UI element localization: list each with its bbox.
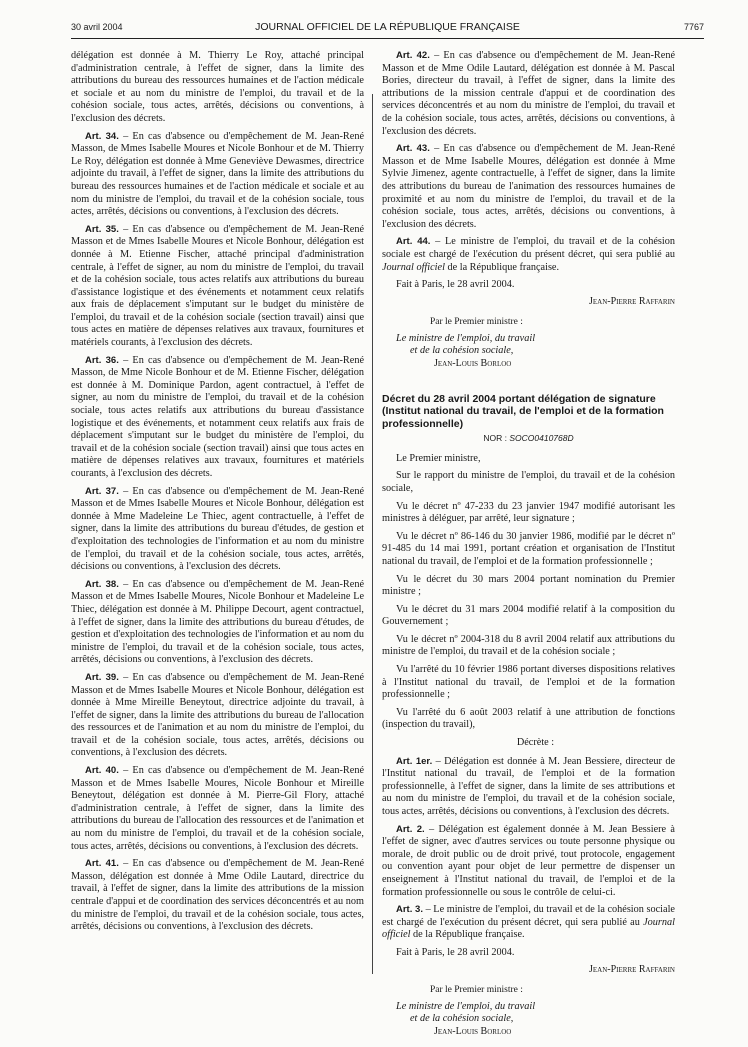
- article-label: Art. 43.: [396, 143, 430, 155]
- visa: Vu le décret nº 86-146 du 30 janvier 1986, modifié par le décret nº 91-485 du 14 mai 1991, portant création et organisation de l'Institut national du travail, de l'emploi et de la formation professionnelle ;: [382, 530, 675, 567]
- signature-prime-minister: Jean-Pierre Raffarin: [589, 963, 675, 975]
- article-text: – En cas d'absence ou d'empêchement de M. Jean-René Masson et de Mmes Isabelle Moures, Nicole Bonhour et Mireille Beneytout, délégation est donnée à M. Pierre-Gil Flory, attaché d'administration centrale, à l'effet de signer, dans la limite des attributions du bureau de l'allocation des ressources et de l'animation et au nom du ministre de l'emploi, du travail et de la cohésion sociale, tous actes, arrêtés, décisions ou conventions, à l'exclusion des décrets.: [71, 765, 364, 852]
- journal-officiel-ref: Journal officiel: [382, 916, 675, 941]
- article-35: [71, 224, 364, 350]
- article-label: Art. 37.: [85, 485, 119, 497]
- signature-by-line: Par le Premier ministre :: [430, 317, 523, 328]
- article-label: Art. 40.: [85, 765, 119, 777]
- article-text: – En cas d'absence ou d'empêchement de M. Jean-René Masson et de Mme Isabelle Moures, délégation est donnée à Mme Sylvie Jimenez, agente contractuelle, à l'effet de signer, dans la limite des attributions du bureau de l'animation des ressources humaines de proximité et au nom du ministre de l'emploi, du travail et de la cohésion sociale, tous actes, arrêtés, décisions ou conventions, à l'exclusion des décrets.: [382, 143, 675, 230]
- article-label: Art. 39.: [85, 671, 119, 683]
- visa: Vu le décret nº 47-233 du 23 janvier 1947 modifié autorisant les ministres à déléguer, par arrêté, leur signature ;: [382, 500, 675, 525]
- article-39: [71, 672, 364, 760]
- article-2: [382, 824, 675, 900]
- article-label: Art. 2.: [396, 823, 425, 835]
- column-divider: [372, 94, 373, 974]
- article-label: Art. 42.: [396, 50, 430, 61]
- article-label: Art. 38.: [85, 578, 119, 590]
- minister-name: Jean-Louis Borloo: [434, 358, 512, 370]
- article-label: Art. 3.: [396, 904, 423, 916]
- article-label: Art. 35.: [85, 223, 119, 235]
- article-label: Art. 41.: [85, 858, 119, 870]
- journal-officiel-ref: Journal officiel: [382, 261, 445, 273]
- article-text-end: de la République française.: [410, 929, 525, 941]
- article-44: [382, 236, 675, 274]
- minister-name: Jean-Louis Borloo: [434, 1025, 512, 1037]
- minister-title-cont: et de la cohésion sociale,: [410, 1013, 514, 1025]
- article-text: – En cas d'absence ou d'empêchement de M. Jean-René Masson et de Mmes Isabelle Moures, Nicole Bonhour et Madeleine Le Thiec, délégation est donnée à M. Philippe Decourt, agent contractuel, à l'effet de signer, dans la limite des attributions du bureau d'études, de gestion et d'exploitation des technologies de l'information et au nom du ministre de l'emploi, du travail et de la cohésion sociale, tous actes, arrêtés, décisions ou conventions, à l'exclusion des décrets.: [71, 578, 364, 666]
- article-text: – En cas d'absence ou d'empêchement de M. Jean-René Masson, de Mme Nicole Bonhour et de M. Etienne Fischer, délégation est donnée à M. Dominique Pardon, agent contractuel, à l'effet de signer, au nom du ministre de l'emploi, du travail et de la cohésion sociale, tous actes relatifs aux attributions du bureau d'assistance logistique et des événements, et notamment ceux relatifs aux frais de déplacement s'imputant sur le budget du ministère de l'emploi, du travail et de la cohésion sociale (section travail) ainsi que tous actes en matière de dépenses relatives aux travaux, fournitures et matériels courants, à l'exclusion des décrets.: [71, 354, 364, 479]
- continued-paragraph: délégation est donnée à M. Thierry Le Roy, attaché principal d'administration centrale, à l'effet de signer, dans la limite des attributions du bureau des ressources humaines et de l'action médicale et sociale et au nom du ministre de l'emploi, du travail et de la cohésion sociale, tous actes, arrêtés, décisions ou conventions, à l'exclusion des décrets.: [71, 50, 364, 124]
- signature-prime-minister: Jean-Pierre Raffarin: [589, 295, 675, 307]
- article-text: – En cas d'absence ou d'empêchement de M. Jean-René Masson, délégation est donnée à Mme Odile Lautard, directrice du travail, à l'effet de signer, dans la limite des attributions de la mission centrale d'appui et de coordination des services déconcentrés et au nom du ministre de l'emploi, du travail et de la cohésion sociale, tous actes, arrêtés, décisions ou conventions, à l'exclusion des décrets.: [71, 858, 364, 933]
- minister-title: Le ministre de l'emploi, du travail: [396, 1000, 536, 1012]
- visa: Vu l'arrêté du 10 février 1986 portant diverses dispositions relatives à l'Institut national du travail, de l'emploi et de la formation professionnelle ;: [382, 664, 675, 701]
- article-text: – Le ministre de l'emploi, du travail et de la cohésion sociale est chargé de l'exécution du présent décret, qui sera publié au: [382, 904, 675, 928]
- article-1: [382, 756, 675, 819]
- prime-minister-line: Le Premier ministre,: [396, 452, 481, 464]
- journal-title: JOURNAL OFFICIEL DE LA RÉPUBLIQUE FRANÇAISE: [255, 21, 520, 33]
- article-3: [382, 904, 675, 942]
- left-column: [71, 50, 364, 939]
- article-text: – Délégation est donnée à M. Jean Bessiere, directeur de l'Institut national du travail, de l'emploi et de la formation professionnelle, à l'effet de signer, dans la limite de ses attributions et au nom du ministre de l'emploi, du travail et de la cohésion sociale, tous actes, arrêtés, décisions ou conventions, à l'exclusion des décrets.: [382, 755, 675, 817]
- article-label: Art. 44.: [396, 236, 431, 248]
- page-number: 7767: [683, 22, 704, 32]
- article-text: – En cas d'absence ou d'empêchement de M. Jean-René Masson et de Mme Odile Lautard, délégation est donnée à M. Pascal Bories, directeur du travail, à l'effet de signer, dans la limite des attributions de la mission centrale d'appui et de coordination des services déconcentrés et au nom du ministre de l'emploi, du travail et de la cohésion sociale, tous actes, arrêtés, décisions ou conventions, à l'exclusion des décrets.: [382, 50, 675, 137]
- article-43: [382, 143, 675, 231]
- visa: Sur le rapport du ministre de l'emploi, du travail et de la cohésion sociale,: [382, 470, 675, 494]
- article-text: – En cas d'absence ou d'empêchement de M. Jean-René Masson, de Mmes Isabelle Moures et Nicole Bonhour et de M. Thierry Le Roy, délégation est donnée à Mme Geneviève Dewasmes, directrice adjointe du travail, à l'effet de signer, dans la limite des attributions du bureau des ressources humaines et de l'action médicale et sociale et au nom du ministre de l'emploi, du travail et de la cohésion sociale, tous actes, arrêtés, décisions ou conventions, à l'exclusion des décrets.: [71, 130, 364, 218]
- article-label: Art. 34.: [85, 130, 119, 142]
- nor-reference: [382, 432, 675, 445]
- article-37: [71, 486, 364, 574]
- article-34: [71, 131, 364, 219]
- article-40: [71, 765, 364, 853]
- article-36: [71, 355, 364, 481]
- decree-title: Décret du 28 avril 2004 portant délégation de signature (Institut national du travail, de l'emploi et de la formation professionnelle): [382, 392, 664, 430]
- article-text: – En cas d'absence ou d'empêchement de M. Jean-René Masson et de Mmes Isabelle Moures et Nicole Bonhour, délégation est donnée à Mme Madeleine Le Thiec, agent contractuelle, à l'effet de signer, dans la limite des attributions du bureau d'études, de gestion et d'exploitation des technologies de l'information et au nom du ministre de l'emploi, du travail et de la cohésion sociale, tous actes, arrêtés, décisions ou conventions, à l'exclusion des décrets.: [71, 485, 364, 573]
- minister-title: Le ministre de l'emploi, du travail: [396, 332, 536, 344]
- article-text: – Délégation est également donnée à M. Jean Bessiere à l'effet de signer, avec d'autres services ou toute personne physique ou morale, de droit public ou de droit privé, tout protocole, engagement ou convention ayant pour objet de leur permettre de dispenser un enseignement à l'Institut national du travail, de l'emploi et de la formation professionnelle ou sous le contrôle de celui-ci.: [382, 823, 675, 898]
- article-label: Art. 1er.: [396, 755, 433, 767]
- article-41: [71, 858, 364, 934]
- article-label: Art. 36.: [85, 354, 119, 366]
- signature-by-line: Par le Premier ministre :: [430, 985, 523, 996]
- page-header: [71, 18, 704, 39]
- article-text: – En cas d'absence ou d'empêchement de M. Jean-René Masson et de Mmes Isabelle Moures et Nicole Bonhour, délégation est donnée à M. Etienne Fischer, attaché principal d'administration centrale, à l'effet de signer, au nom du ministre de l'emploi, du travail et de la cohésion sociale, tous actes relatifs aux attributions du bureau d'assistance logistique et des événements et notamment ceux relatifs aux frais de déplacement s'imputant sur le budget du ministère de l'emploi, du travail et de la cohésion sociale (section travail) ainsi que tous actes en matière de dépenses relatives aux travaux, fournitures et matériels courants, à l'exclusion des décrets.: [71, 223, 364, 349]
- article-42: [382, 50, 675, 138]
- header-date: 30 avril 2004: [71, 22, 123, 32]
- article-text: – En cas d'absence ou d'empêchement de M. Jean-René Masson et de Mmes Isabelle Moures et Nicole Bonhour, délégation est donnée à Mme Mireille Beneytout, directrice adjointe du travail, à l'effet de signer, dans la limite des attributions du bureau de l'allocation des ressources et de l'animation et au nom du ministre de l'emploi, du travail et de la cohésion sociale, tous actes, arrêtés, décisions ou conventions, à l'exclusion des décrets.: [71, 671, 364, 759]
- article-text-end: de la République française.: [444, 261, 560, 273]
- nor-code: SOCO0410768D: [509, 433, 574, 444]
- minister-title-cont: et de la cohésion sociale,: [410, 345, 514, 357]
- article-text: – Le ministre de l'emploi, du travail et de la cohésion sociale est chargé de l'exécution du présent décret, qui sera publié au: [382, 236, 675, 260]
- decrete-heading: Décrète :: [516, 737, 555, 749]
- visa: Vu l'arrêté du 6 août 2003 relatif à une attribution de fonctions (inspection du travail),: [382, 706, 675, 731]
- nor-label: NOR :: [483, 433, 510, 444]
- right-column: [382, 50, 675, 1047]
- visa: Vu le décret du 30 mars 2004 portant nomination du Premier ministre ;: [382, 573, 675, 598]
- place-date: Fait à Paris, le 28 avril 2004.: [396, 946, 515, 958]
- visa: Vu le décret nº 2004-318 du 8 avril 2004 relatif aux attributions du ministre de l'emploi, du travail et de la cohésion sociale ;: [382, 633, 675, 658]
- visa: Vu le décret du 31 mars 2004 modifié relatif à la composition du Gouvernement ;: [382, 603, 675, 628]
- article-38: [71, 579, 364, 667]
- place-date: Fait à Paris, le 28 avril 2004.: [396, 279, 515, 291]
